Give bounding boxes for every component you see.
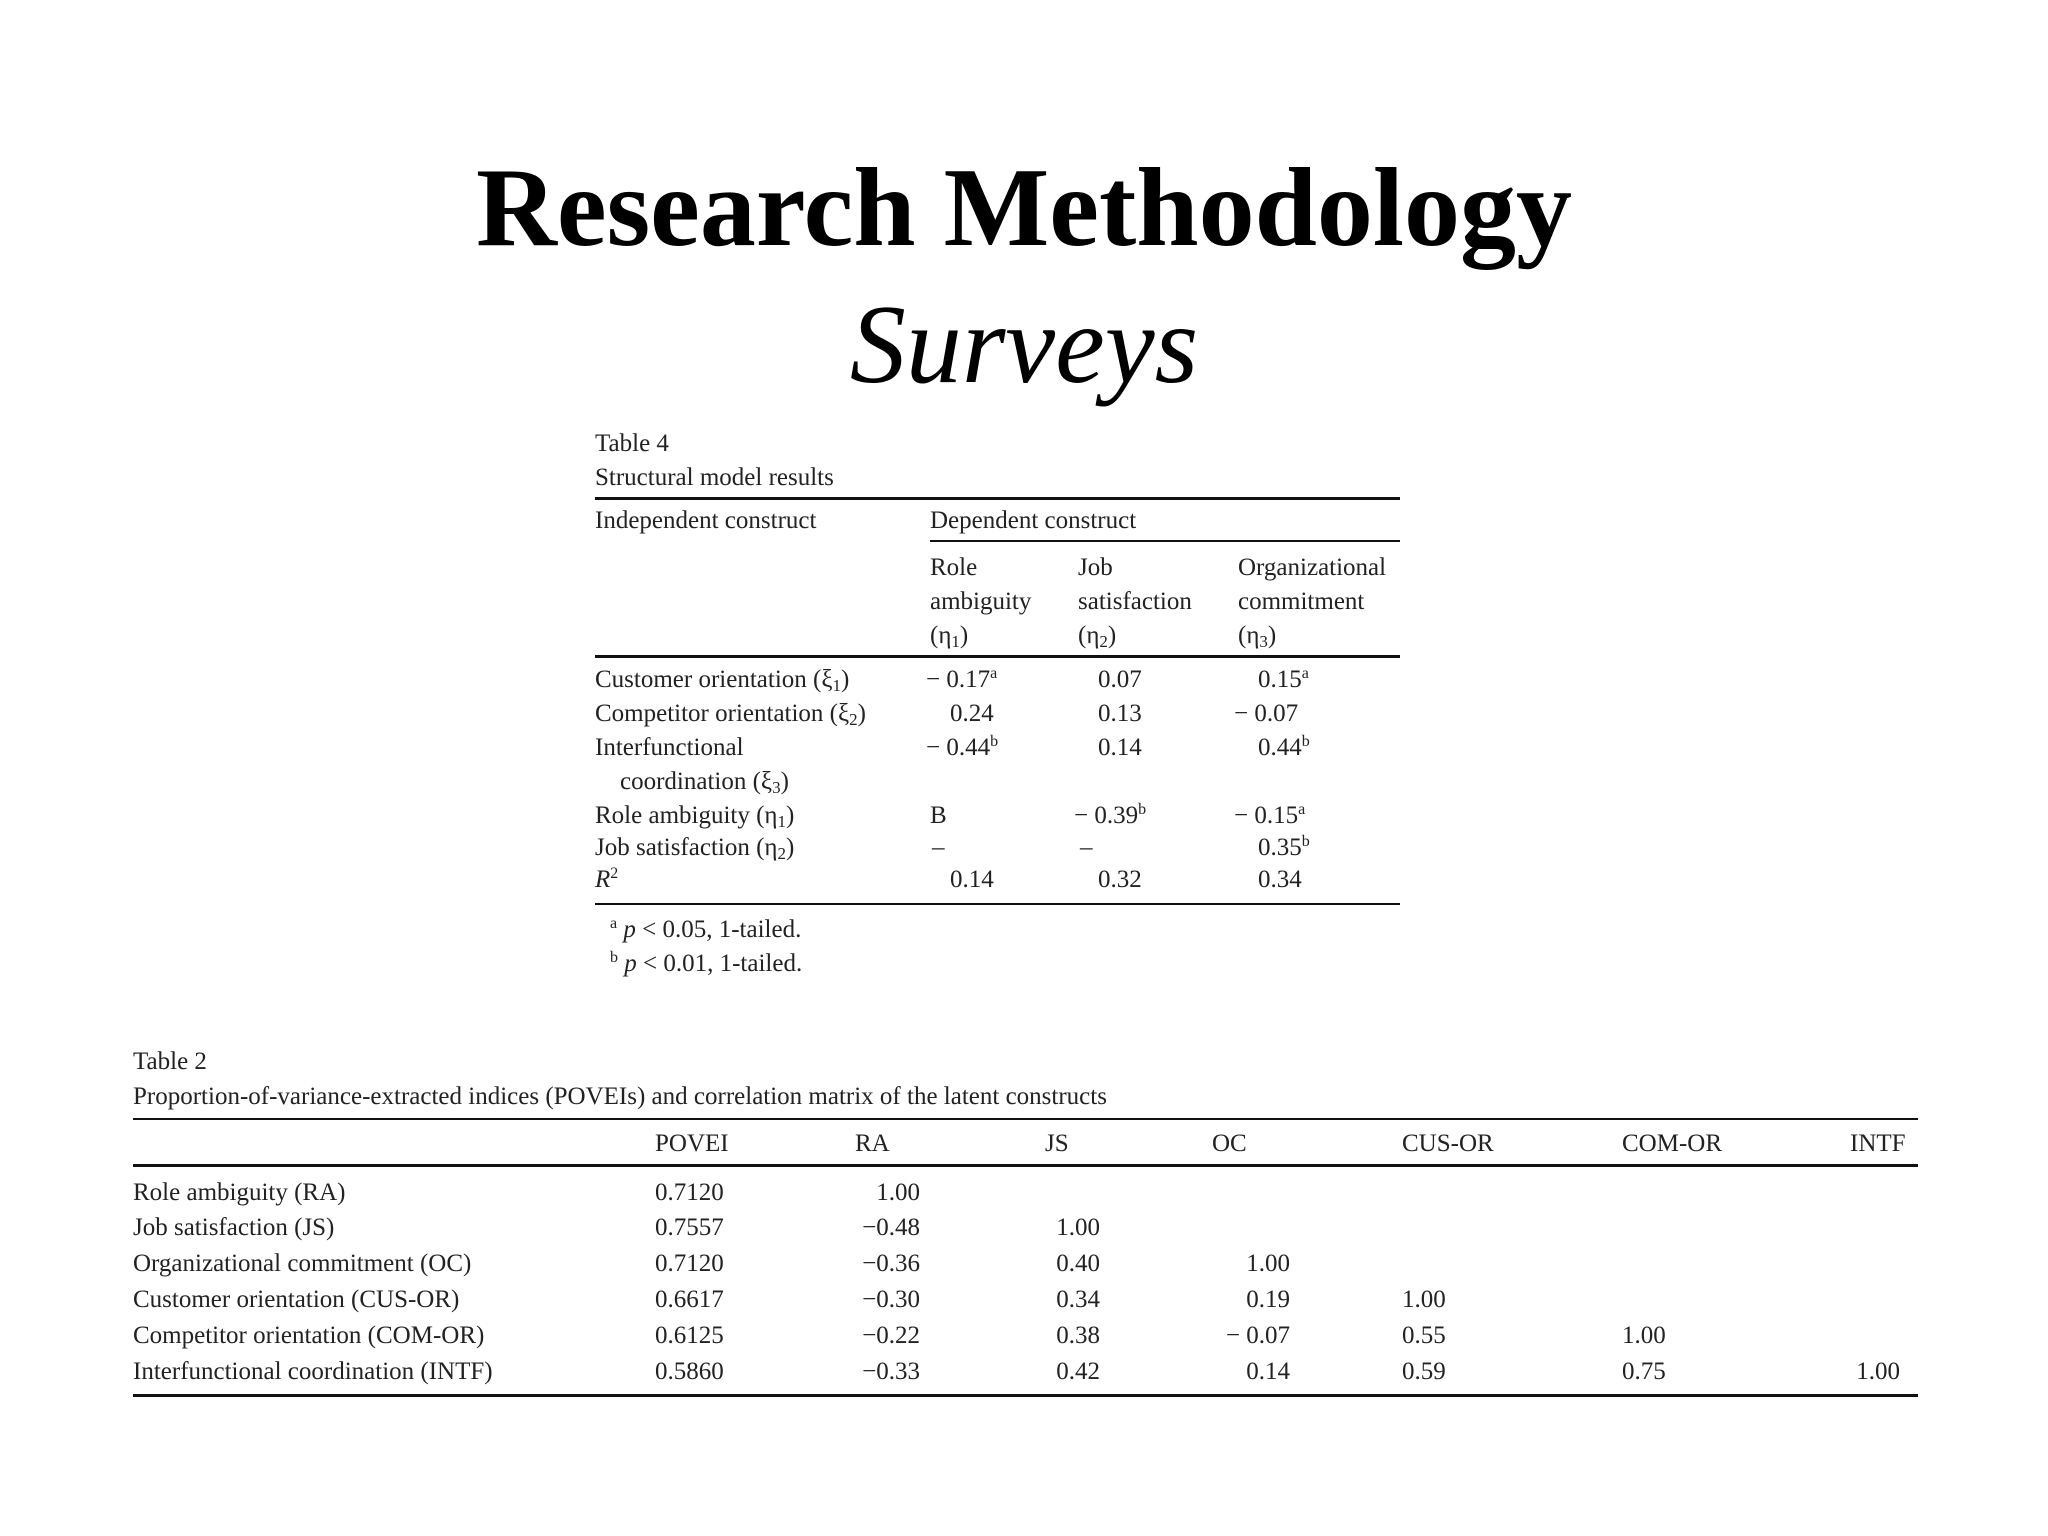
- table4-top-rule: [595, 497, 1400, 500]
- table4-dependent-header: Dependent construct: [930, 507, 1137, 534]
- table2-description: Proportion-of-variance-extracted indices (POVEIs) and correlation matrix of the latent constructs: [133, 1083, 1107, 1110]
- table2-bottom-rule: [133, 1394, 1918, 1397]
- table4-header-rule: [595, 655, 1400, 658]
- table4-dependent-rule: [930, 540, 1400, 542]
- table4-caption: Table 4: [595, 430, 669, 457]
- slide-subtitle: Surveys: [849, 283, 1199, 407]
- table4-structural-model: Table 4 Structural model results Independent construct Dependent construct Role ambiguity $(\eta_1)$ Job satisfaction $(\eta_2)$ Organizational commitment $(\eta_3)$ Customer orientation $(\xi_1)$ − 0.17$^a$ 0.07 0.15$^a$ Competitor orientation $(\xi_2)$ 0.24 0.13 − 0.07 Interfunctional − 0.44$^b$ 0.14 0.44$^b$ coordination $(\xi_3)$ Role ambiguity $(\eta_1)$ B − 0.39$^b$ − 0.15$^a$ Job satisfaction $(\eta_2)$ – – 0.35$^b$ $R^2$ 0.14 0.32 0.34 $^a$ p < 0.05, 1-tailed. $^b$ p < 0.01, 1-tailed.: [590, 425, 1390, 985]
- table4-independent-header: Independent construct: [595, 507, 817, 534]
- table4-col-role-ambiguity: Role ambiguity $(\eta_1)$: [930, 554, 1032, 651]
- table4-footnote-b: $^b$ p < 0.01, 1-tailed.: [610, 949, 803, 977]
- table4-col-job-satisfaction: Job satisfaction $(\eta_2)$: [1078, 554, 1192, 651]
- table2-correlation-matrix: Table 2 Proportion-of-variance-extracted indices (POVEIs) and correlation matrix of the latent constructs POVEI RA JS OC CUS-OR COM-OR INTF Role ambiguity (RA) 0.7120 1.00 Job satisfaction (JS) 0.7557 −0.48 1.00 Organizational commitment (OC) 0.7120 −0.36 0.40 1.00 Customer orientation (CUS-OR) 0.6617 −0.30 0.34 0.19 1.00 Competitor orientation (COM-OR) 0.6125 −0.22 0.38 − 0.07 0.55 1.00 Interfunctional coordination (INTF) 0.5860 −0.33 0.42 0.14 0.59 0.75 1.00: [130, 1040, 1920, 1400]
- table2-header-rule: [133, 1164, 1918, 1167]
- table2-caption: Table 2: [133, 1048, 207, 1075]
- slide-title: Research Methodology: [476, 146, 1572, 270]
- table4-bottom-rule: [595, 903, 1400, 905]
- table4-col-org-commitment: Organizational commitment $(\eta_3)$: [1238, 554, 1387, 651]
- table2-top-rule: [133, 1118, 1918, 1120]
- table4-description: Structural model results: [595, 464, 834, 491]
- table4-footnote-a: $^a$ p < 0.05, 1-tailed.: [610, 915, 802, 943]
